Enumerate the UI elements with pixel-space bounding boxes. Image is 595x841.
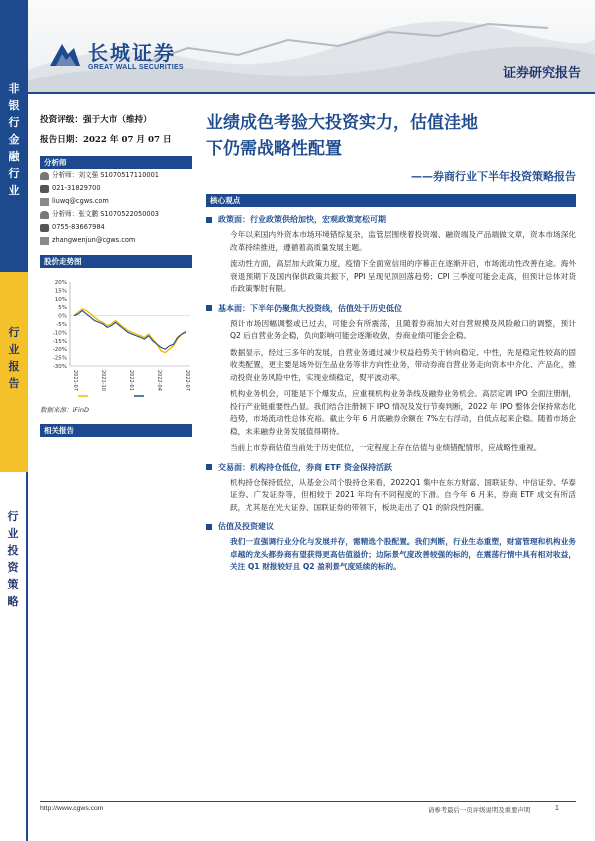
x-tick-label: 2022-07 [184,370,190,391]
y-tick-label: -30% [52,364,67,370]
report-title-line2: 下仍需战略性配置 [206,139,342,159]
analyst-contact-row [40,169,192,182]
section-paragraph: 当前上市券商估值当前处于历史低位，一定程度上存在估值与业绩错配情形，应战略性重视。 [230,443,542,452]
section-paragraph: 机构业务机会，可能是下个爆发点，应重视机构业务条线及融券业务机会。高层定调 IPO 全面注册制，投行产业链重要性凸显。我们结合注册制下 IPO 情况及发行节奏判断，2022 年 IPO 整体会保持常态化趋势，市场流动性总体充裕。截止今年 6 月底融券余额在 7%左右浮动，自低点起来企稳。随着市场企稳，未来融券业务发展值得期待。 [230,389,576,436]
analyst-contact-text: 分析师：张文鹏 S1070522050003 [52,210,159,218]
phone-icon [40,224,49,232]
analyst-contact-text: 0755-83667984 [52,223,105,231]
section-heading [206,303,576,314]
footer-website[interactable]: http://www.cgws.com [40,805,104,812]
side-char: 行 [8,326,20,339]
y-tick-label: 5% [58,305,67,312]
section-paragraph: 流动性方面，高层加大政策力度，疫情下全面宽信用的序幕正在逐渐开启，市场流动性改善在途。海外衰退预期下及国内保供政策共振下，PPI 呈现见顶回落趋势；CPI 三季度可能会走高，但预计总体对货币政策掣肘有限。 [230,259,576,293]
core-views-body [206,214,576,574]
section-paragraph: 我们一直强调行业分化与发展并存，需精选个股配置。我们判断，行业生态重塑，财富管理和机构业务卓越的龙头都券商有望获得更高估值溢价；边际景气度改善较强的标的，在震荡行情中具有相对收益，关注 Q1 财报较好且 Q2 盈利景气度延续的标的。 [230,537,576,571]
mail-icon [40,237,49,245]
x-tick-label: 2021-10 [100,370,106,391]
main-content [206,110,576,574]
footer-disclaimer: 请参考最后一页评级说明及重要声明 [428,806,531,814]
x-tick-label: 2022-04 [156,370,162,391]
logo-english-name: GREAT WALL SECURITIES [88,63,184,71]
square-bullet-icon [206,524,212,530]
side-char: 告 [8,377,20,390]
y-tick-label: -10% [52,330,67,337]
report-type-label: 证券研究报告 [502,66,581,81]
section-heading-text: 估值及投资建议 [218,522,274,531]
analyst-contact-text[interactable]: zhangwenjun@cgws.com [52,236,136,244]
side-char: 策 [7,578,19,591]
square-bullet-icon [206,464,212,470]
data-source: 数据来源：iFinD [40,406,89,414]
side-char: 业 [8,184,20,197]
y-tick-label: 15% [54,288,67,295]
user-icon [40,172,49,180]
y-tick-label: 10% [54,296,67,303]
user-icon [40,211,49,219]
section-heading [206,462,576,473]
stock-chart-heading: 股价走势图 [40,255,192,268]
section-paragraph: 机构持仓保持低位，从基金公司个股持仓来看，2022Q1 集中在东方财富、国联证券、中信证券、华泰证券、广发证券等，但相较于 2021 年均有不同程度的下滑。自今年 6 月来，券商 ETF 成交有所活跃，尤其是在光大证券、国联证券的带领下，板块走出了 Q1 的阶段性阴霾。 [230,477,576,512]
side-char: 投 [7,544,19,557]
y-tick-label: -20% [52,347,67,354]
side-char: 融 [8,150,20,163]
phone-icon [40,185,49,193]
footer-divider [40,801,576,802]
report-date: 报告日期：2022 年 07 月 07 日 [40,135,172,145]
section-paragraph: 预计市场因幅调整或已过去，可能会有所震荡，且随着券商加大对自营规模及风险敞口的调整，预计 Q2 后自营业务企稳，负向影响可能会逐渐收敛，券商业绩可能会企稳。 [230,318,576,340]
side-char: 业 [7,527,19,540]
side-char: 金 [8,133,20,146]
side-category-report [0,272,28,472]
section-heading [206,214,576,225]
report-subtitle: ——券商行业下半年投资策略报告 [411,170,576,183]
square-bullet-icon [206,217,212,223]
side-category-strategy [0,472,28,841]
side-char: 行 [8,167,20,180]
section-paragraph: 数据显示，经过三多年的发展，自营业务通过减少权益趋势关于转向稳定、中性，先是稳定性较高的固收类配置，更主要是场外衍生品业务等非方向性业务，带动券商自营业务走向资本中介化、产品化，推动投资业务风险中性，实现业绩稳定，熨平波动率。 [230,347,576,382]
side-category-bar [0,0,28,841]
y-tick-label: -5% [56,322,67,328]
stock-price-chart-svg [40,274,192,399]
square-bullet-icon [206,305,212,311]
analyst-contact-row [40,208,192,221]
report-title-line1: 业绩成色考验大投资实力，估值洼地 [206,113,478,133]
analyst-contact-text[interactable]: liuwq@cgws.com [52,197,109,205]
report-title [206,110,576,162]
y-tick-label: -15% [52,338,67,345]
side-char: 略 [7,595,19,608]
analyst-contact-row [40,195,192,208]
analyst-contact-row [40,221,192,234]
header-divider [28,92,595,94]
side-char: 资 [7,561,19,574]
y-tick-label: 20% [54,280,67,286]
side-char: 业 [8,343,20,356]
side-char: 银 [8,99,20,112]
section-paragraph: 今年以来国内外资本市场环境错综复杂，监管层围绕着投资端、融资端及产品端做文章，资本市场深化改革持续推进，遵循着高质量发展主题。 [230,230,576,252]
page-number: 1 [555,805,559,812]
section-heading-text: 政策面：行业政策供给加快，宏观政策宽松可期 [218,215,386,224]
side-char: 报 [8,360,20,373]
analyst-contact-text: 分析师：刘文强 S1070517110001 [52,171,159,179]
section-heading-text: 基本面：下半年仍聚焦大投资线，估值处于历史低位 [218,303,402,313]
side-char: 行 [7,510,19,523]
investment-rating: 投资评级：强于大市（维持） [40,115,152,125]
core-views-heading: 核心观点 [206,194,576,207]
analyst-contact-row [40,182,192,195]
logo-chinese-name: 长城证券 [88,40,176,65]
y-tick-label: -25% [52,355,67,362]
y-tick-label: 0% [58,313,67,320]
analyst-contact-row [40,234,192,247]
section-heading [206,521,576,532]
related-reports-heading: 相关报告 [40,424,192,437]
analyst-heading: 分析师 [40,156,192,169]
side-char: 行 [8,116,20,129]
info-column [40,110,192,437]
great-wall-logo-icon [48,40,82,72]
section-heading-text: 交易面：机构持仓低位，券商 ETF 资金保持活跃 [218,462,392,472]
x-tick-label: 2021-07 [72,370,78,391]
company-logo [48,40,184,72]
side-category-sector [0,0,28,272]
x-tick-label: 2022-01 [128,370,134,391]
stock-price-chart [40,274,192,399]
mail-icon [40,198,49,206]
series-line-2 [74,311,186,350]
side-char: 非 [8,82,20,95]
analyst-contact-text: 021-31829700 [52,184,101,192]
analyst-list [40,169,192,247]
